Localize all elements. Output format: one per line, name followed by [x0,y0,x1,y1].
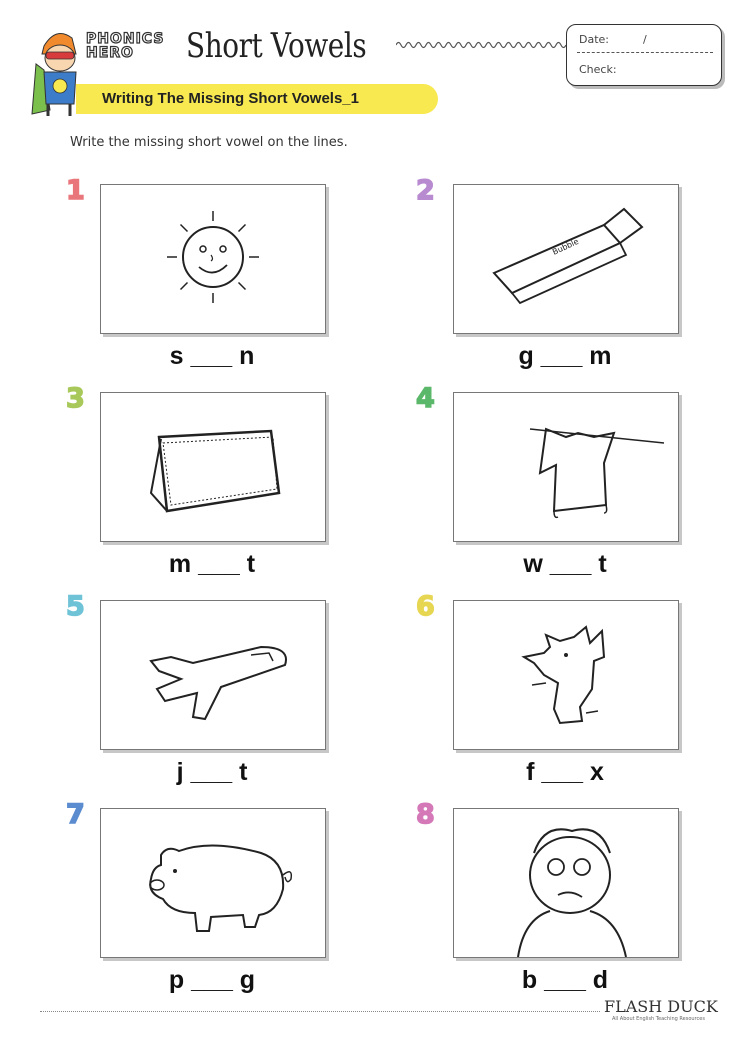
page-title: Short Vowels [186,26,367,66]
item-number-7: 7 [66,799,85,830]
picture-card-4 [453,392,679,542]
item-number-5: 5 [66,591,85,622]
subtitle-banner [76,84,438,114]
date-separator: / [643,33,647,46]
picture-card-7 [100,808,326,958]
word-blank-4[interactable]: w ___ t [523,550,607,578]
svg-text:Bubble: Bubble [551,236,581,257]
word-blank-2[interactable]: g ___ m [518,342,612,370]
bubble-gum-icon [454,185,678,333]
item-number-3: 3 [66,383,85,414]
date-label: Date: [579,33,609,46]
wet-shirt-icon [454,393,678,541]
word-blank-8[interactable]: b ___ d [521,966,609,994]
picture-card-5 [100,600,326,750]
check-label: Check: [579,63,617,76]
flash-duck-tagline: All About English Teaching Resources [612,1016,705,1022]
phonics-hero-mascot-icon [30,24,82,118]
fox-icon [454,601,678,749]
word-blank-6[interactable]: f ___ x [526,758,604,786]
jet-icon [101,601,325,749]
item-number-8: 8 [416,799,435,830]
picture-card-2 [453,184,679,334]
picture-card-6 [453,600,679,750]
footer-divider [40,1011,600,1012]
picture-card-1 [100,184,326,334]
date-divider [577,52,713,53]
word-blank-1[interactable]: s ___ n [169,342,255,370]
item-number-4: 4 [416,383,435,414]
subtitle-text: Writing The Missing Short Vowels_1 [102,90,359,107]
bad-boy-icon [454,809,678,957]
item-number-6: 6 [416,591,435,622]
word-blank-7[interactable]: p ___ g [168,966,256,994]
item-number-2: 2 [416,175,435,206]
brand-logo-text: PHONICS HERO [86,31,165,61]
picture-card-3 [100,392,326,542]
word-blank-5[interactable]: j ___ t [176,758,248,786]
wavy-divider [396,38,566,52]
instruction-text: Write the missing short vowel on the lines. [70,135,348,150]
word-blank-3[interactable]: m ___ t [168,550,256,578]
date-check-box [566,24,722,86]
picture-card-8 [453,808,679,958]
sun-icon [101,185,325,333]
item-number-1: 1 [66,175,85,206]
pig-icon [101,809,325,957]
mat-icon [101,393,325,541]
flash-duck-logo: FLASH DUCK [604,997,718,1016]
